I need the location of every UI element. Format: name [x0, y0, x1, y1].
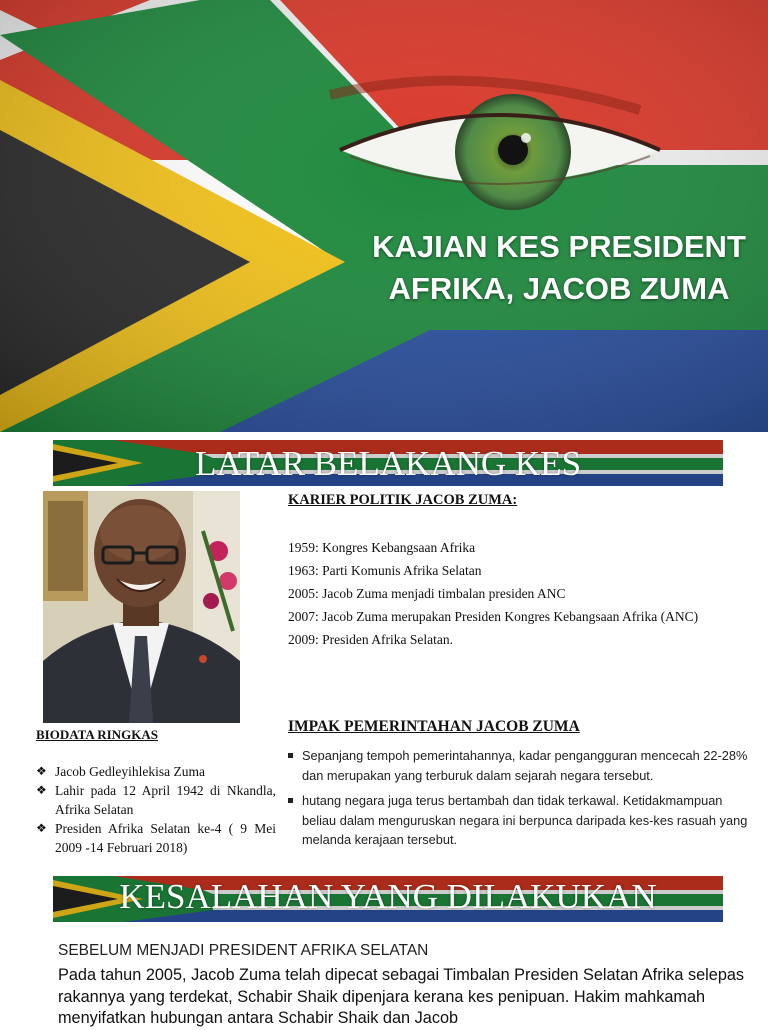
bio-item-text: Lahir pada 12 April 1942 di Nkandla, Afrika Selatan [55, 783, 276, 817]
impact-item-text: Sepanjang tempoh pemerintahannya, kadar pengangguran mencecah 22-28% dan merupakan yang terburuk dalam sejarah negara tersebut. [302, 748, 748, 783]
square-bullet-icon [288, 753, 293, 758]
bio-item-text: Presiden Afrika Selatan ke-4 ( 9 Mei 2009 -14 Februari 2018) [55, 821, 276, 855]
banner-background-text: LATAR BELAKANG KES [194, 444, 582, 483]
career-item: 1959: Kongres Kebangsaan Afrika [288, 540, 476, 555]
career-item: 2009: Presiden Afrika Selatan. [288, 632, 453, 647]
hero-title-line2: AFRIKA, JACOB ZUMA [388, 271, 730, 306]
diamond-bullet-icon: ❖ [36, 783, 47, 797]
bio-item [36, 762, 276, 781]
bio-title: BIODATA RINGKAS [36, 727, 158, 742]
jacob-zuma-portrait [43, 491, 240, 723]
impact-item-text: hutang negara juga terus bertambah dan tidak terkawal. Ketidakmampuan beliau dalam menguruskan negara ini berpunca daripada kes-kes rasuah yang melanda kerajaan tersebut. [302, 793, 748, 847]
career-item: 2005: Jacob Zuma menjadi timbalan presiden ANC [288, 586, 566, 601]
career-title: KARIER POLITIK JACOB ZUMA: [288, 492, 518, 508]
diamond-bullet-icon: ❖ [36, 764, 47, 778]
bio-item [36, 781, 276, 819]
bio-item [36, 819, 276, 857]
square-bullet-icon [288, 798, 293, 803]
impact-item [288, 791, 758, 850]
diamond-bullet-icon: ❖ [36, 821, 47, 835]
section-heading: SEBELUM MENJADI PRESIDENT AFRIKA SELATAN [58, 942, 429, 959]
hero-title [350, 226, 768, 310]
career-item: 2007: Jacob Zuma merupakan Presiden Kongres Kebangsaan Afrika (ANC) [288, 609, 699, 624]
flag-face-illustration [0, 0, 768, 432]
banner-mistakes [53, 876, 723, 922]
banner-background [53, 440, 723, 486]
bio-item-text: Jacob Gedleyihlekisa Zuma [55, 764, 205, 779]
hero-image [0, 0, 768, 432]
hero-title-line1: KAJIAN KES PRESIDENT [372, 229, 746, 264]
impact-list [288, 746, 758, 856]
career-item: 1963: Parti Komunis Afrika Selatan [288, 563, 482, 578]
career-list [288, 540, 756, 655]
impact-title: IMPAK PEMERINTAHAN JACOB ZUMA [288, 718, 580, 735]
bio-list [36, 762, 276, 857]
impact-item [288, 746, 758, 785]
section-paragraph: Pada tahun 2005, Jacob Zuma telah dipecat sebagai Timbalan Presiden Selatan Afrika selepas rakannya yang terdekat, Schabir Shaik dipenjara kerana kes penipuan. Hakim mahkamah menyifatkan hubungan antara Schabir Shaik dan Jacob [58, 966, 745, 1027]
banner-mistakes-text: KESALAHAN YANG DILAKUKAN [119, 877, 657, 916]
